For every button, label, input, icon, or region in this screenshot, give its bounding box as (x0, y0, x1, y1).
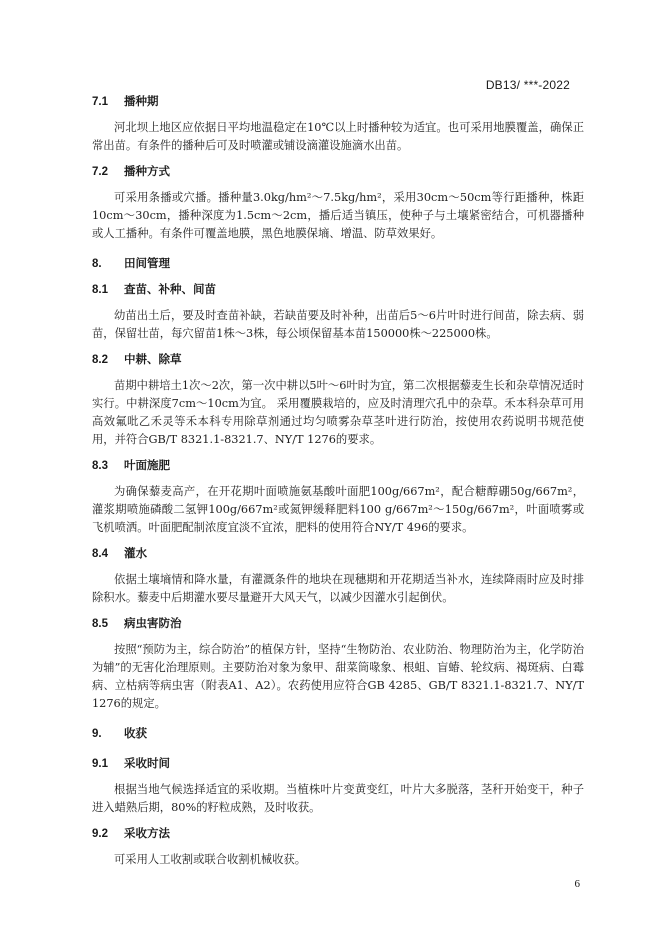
section-heading-7-1 (92, 93, 584, 111)
section-heading-8-5 (92, 615, 584, 633)
section-heading-9 (92, 725, 584, 743)
section-title: 查苗、补种、间苗 (124, 284, 216, 296)
section-title: 中耕、除草 (124, 354, 182, 366)
section-heading-8-4 (92, 545, 584, 563)
section-title: 收获 (124, 728, 147, 740)
paragraph: 依据土壤墒情和降水量，有灌溉条件的地块在现穗期和开花期适当补水，连续降雨时应及时排除积水。藜麦中后期灌水要尽量避开大风天气，以减少因灌水引起倒伏。 (92, 573, 584, 604)
section-number: 9.2 (92, 828, 108, 840)
section-number: 9.1 (92, 758, 108, 770)
paragraph: 可采用条播或穴播。播种量3.0kg/hm²～7.5kg/hm²，采用30cm～50cm等行距播种，株距10cm～30cm，播种深度为1.5cm～2cm，播后适当镇压，使种子与土壤紧密结合，可机器播种或人工播种。有条件可覆盖地膜，黑色地膜保墒、增温、防草效果好。 (92, 191, 584, 240)
section-number: 7.2 (92, 166, 108, 178)
section-title: 播种期 (124, 96, 159, 108)
section-number: 8.4 (92, 548, 108, 560)
section-number: 8.2 (92, 354, 108, 366)
section-title: 病虫害防治 (124, 618, 182, 630)
section-heading-9-2 (92, 825, 584, 843)
section-number: 8.1 (92, 284, 108, 296)
section-heading-8-2 (92, 351, 584, 369)
paragraph: 根据当地气候选择适宜的采收期。当植株叶片变黄变红，叶片大多脱落，茎秆开始变干，种子进入蜡熟后期，80%的籽粒成熟，及时收获。 (92, 783, 584, 814)
section-heading-7-2 (92, 163, 584, 181)
section-number: 8.5 (92, 618, 108, 630)
paragraph: 河北坝上地区应依据日平均地温稳定在10℃以上时播种较为适宜。也可采用地膜覆盖，确保正常出苗。有条件的播种后可及时喷灌或铺设滴灌设施滴水出苗。 (92, 121, 584, 152)
document-code: DB13/ ***-2022 (485, 78, 570, 92)
section-number: 8.3 (92, 460, 108, 472)
section-heading-8-3 (92, 457, 584, 475)
section-title: 田间管理 (124, 258, 170, 270)
section-number: 8. (92, 258, 102, 270)
section-title: 播种方式 (124, 166, 170, 178)
section-heading-8-1 (92, 281, 584, 299)
section-title: 采收方法 (124, 828, 170, 840)
section-number: 7.1 (92, 96, 108, 108)
paragraph: 可采用人工收割或联合收割机械收获。 (114, 853, 307, 866)
paragraph: 按照“预防为主，综合防治”的植保方针，坚持“生物防治、农业防治、物理防治为主，化学防治为辅”的无害化治理原则。主要防治对象为象甲、甜菜筒喙象、根蛆、盲蝽、轮纹病、褐斑病、白霉病、立枯病等病虫害（附表A1、A2）。农药使用应符合GB 4285、GB/T 8321.1-8321.7、NY/T 1276的规定。 (92, 643, 584, 710)
paragraph: 苗期中耕培土1次～2次，第一次中耕以5叶～6叶时为宜，第二次根据藜麦生长和杂草情况适时实行。中耕深度7cm～10cm为宜。 采用覆膜栽培的，应及时清理穴孔中的杂草。禾本科杂草可用高效氟吡乙禾灵等禾本科专用除草剂通过均匀喷雾杂草茎叶进行防治，按使用农药说明书规范使用，并符合GB/T 8321.1-8321.7、NY/T 1276的要求。 (92, 379, 584, 446)
section-heading-8 (92, 255, 584, 273)
paragraph: 幼苗出土后，要及时查苗补缺，若缺苗要及时补种，出苗后5～6片叶时进行间苗，除去病、弱苗，保留壮苗，每穴留苗1株～3株，每公顷保留基本苗150000株～225000株。 (92, 309, 584, 340)
document-body (92, 93, 584, 869)
paragraph: 为确保藜麦高产，在开花期叶面喷施氨基酸叶面肥100g/667m²，配合糖醇硼50g/667m²，灌浆期喷施磷酸二氢钾100g/667m²或氮钾缓释肥料100 g/667m²～150g/667m²，叶面喷雾或飞机喷洒。叶面肥配制浓度宜淡不宜浓，肥料的使用符合NY/T 496的要求。 (92, 485, 584, 534)
section-title: 叶面施肥 (124, 460, 170, 472)
section-heading-9-1 (92, 755, 584, 773)
section-title: 灌水 (124, 548, 147, 560)
section-number: 9. (92, 728, 102, 740)
section-title: 采收时间 (124, 758, 170, 770)
page-number: 6 (574, 878, 580, 890)
